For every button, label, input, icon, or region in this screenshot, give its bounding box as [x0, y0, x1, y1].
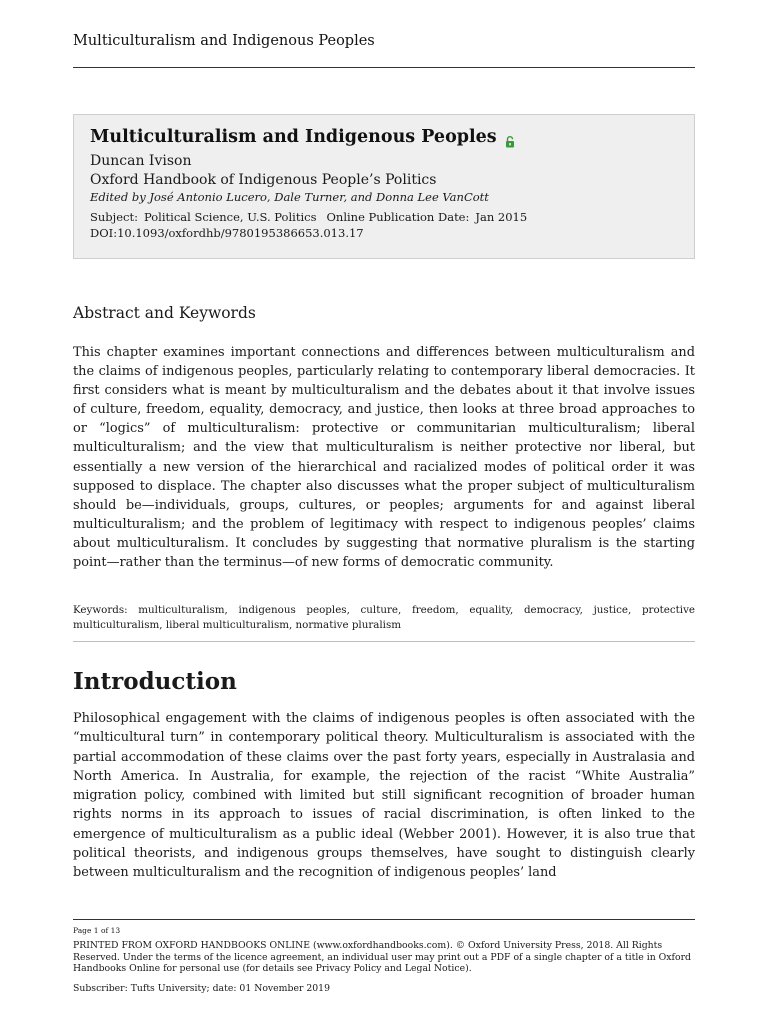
doi-line — [90, 226, 678, 240]
pubdate-label: Online Publication Date: — [326, 210, 470, 224]
header-rule — [73, 67, 695, 68]
page-number: Page 1 of 13 — [73, 926, 121, 935]
subject-value: Political Science, U.S. Politics — [143, 210, 317, 224]
print-notice: PRINTED FROM OXFORD HANDBOOKS ONLINE (www.oxfordhandbooks.com). © Oxford University Press, 2018. All Rights Reserved. Under the terms of the licence agreement, an individual user may print out a PDF of a single chapter of a title in Oxford Handbooks Online for personal use (for details see Privacy Policy and Legal Notice). — [73, 940, 691, 974]
metadata-box — [73, 114, 695, 259]
editors-line: Edited by José Antonio Lucero, Dale Turner, and Donna Lee VanCott — [90, 190, 489, 204]
introduction-heading: Introduction — [73, 668, 237, 695]
doi-value[interactable]: 10.1093/oxfordhb/9780195386653.013.17 — [117, 226, 364, 240]
subject-line — [90, 210, 678, 224]
abstract-heading: Abstract and Keywords — [73, 304, 256, 322]
introduction-text: Philosophical engagement with the claims of indigenous peoples is often associated with the “multicultural turn” in contemporary political theory. Multiculturalism is associated with the partial accommodation of these claims over the past forty years, especially in Australasia and North America. In Australia, for example, the rejection of the racist “White Australia” migration policy, combined with limited but still significant recognition of broader human rights norms in its approach to issues of racial discrimination, is often linked to the emergence of multiculturalism as a public ideal (Webber 2001). However, it is also true that political theorists, and indigenous groups themselves, have sought to distinguish clearly between multiculturalism and the recognition of indigenous peoples’ land — [73, 711, 695, 881]
subscriber-line: Subscriber: Tufts University; date: 01 November 2019 — [73, 983, 331, 994]
chapter-title — [90, 127, 678, 147]
book-title: Oxford Handbook of Indigenous People’s Politics — [90, 172, 437, 188]
section-divider — [73, 641, 695, 642]
running-head: Multiculturalism and Indigenous Peoples — [73, 33, 375, 49]
footer-rule — [73, 919, 695, 920]
author-name: Duncan Ivison — [90, 153, 192, 169]
abstract-text: This chapter examines important connections and differences between multiculturalism and the claims of indigenous peoples, particularly relating to contemporary liberal democracies. It first considers what is meant by multiculturalism and the debates about it that involve issues of culture, freedom, equality, democracy, and justice, then looks at three broad approaches to or “logics” of multiculturalism: protective or communitarian multiculturalism; liberal multiculturalism; and the view that multiculturalism is neither protective nor liberal, but essentially a new version of the hierarchical and racialized modes of political order it was supposed to displace. The chapter also discusses what the proper subject of multiculturalism should be—individuals, groups, cultures, or peoples; arguments for and against liberal multiculturalism; and the problem of legitimacy with respect to indigenous peoples’ claims about multiculturalism. It concludes by suggesting that normative pluralism is the starting point—rather than the terminus—of new forms of democratic community. — [73, 345, 695, 571]
chapter-title-text: Multiculturalism and Indigenous Peoples — [90, 127, 497, 147]
pubdate-value: Jan 2015 — [475, 210, 528, 224]
open-lock-icon — [505, 133, 515, 145]
doi-label: DOI: — [90, 226, 118, 240]
subject-label: Subject: — [90, 210, 138, 224]
keywords: Keywords: multiculturalism, indigenous peoples, culture, freedom, equality, democracy, justice, protective multiculturalism, liberal multiculturalism, normative pluralism — [73, 604, 695, 631]
